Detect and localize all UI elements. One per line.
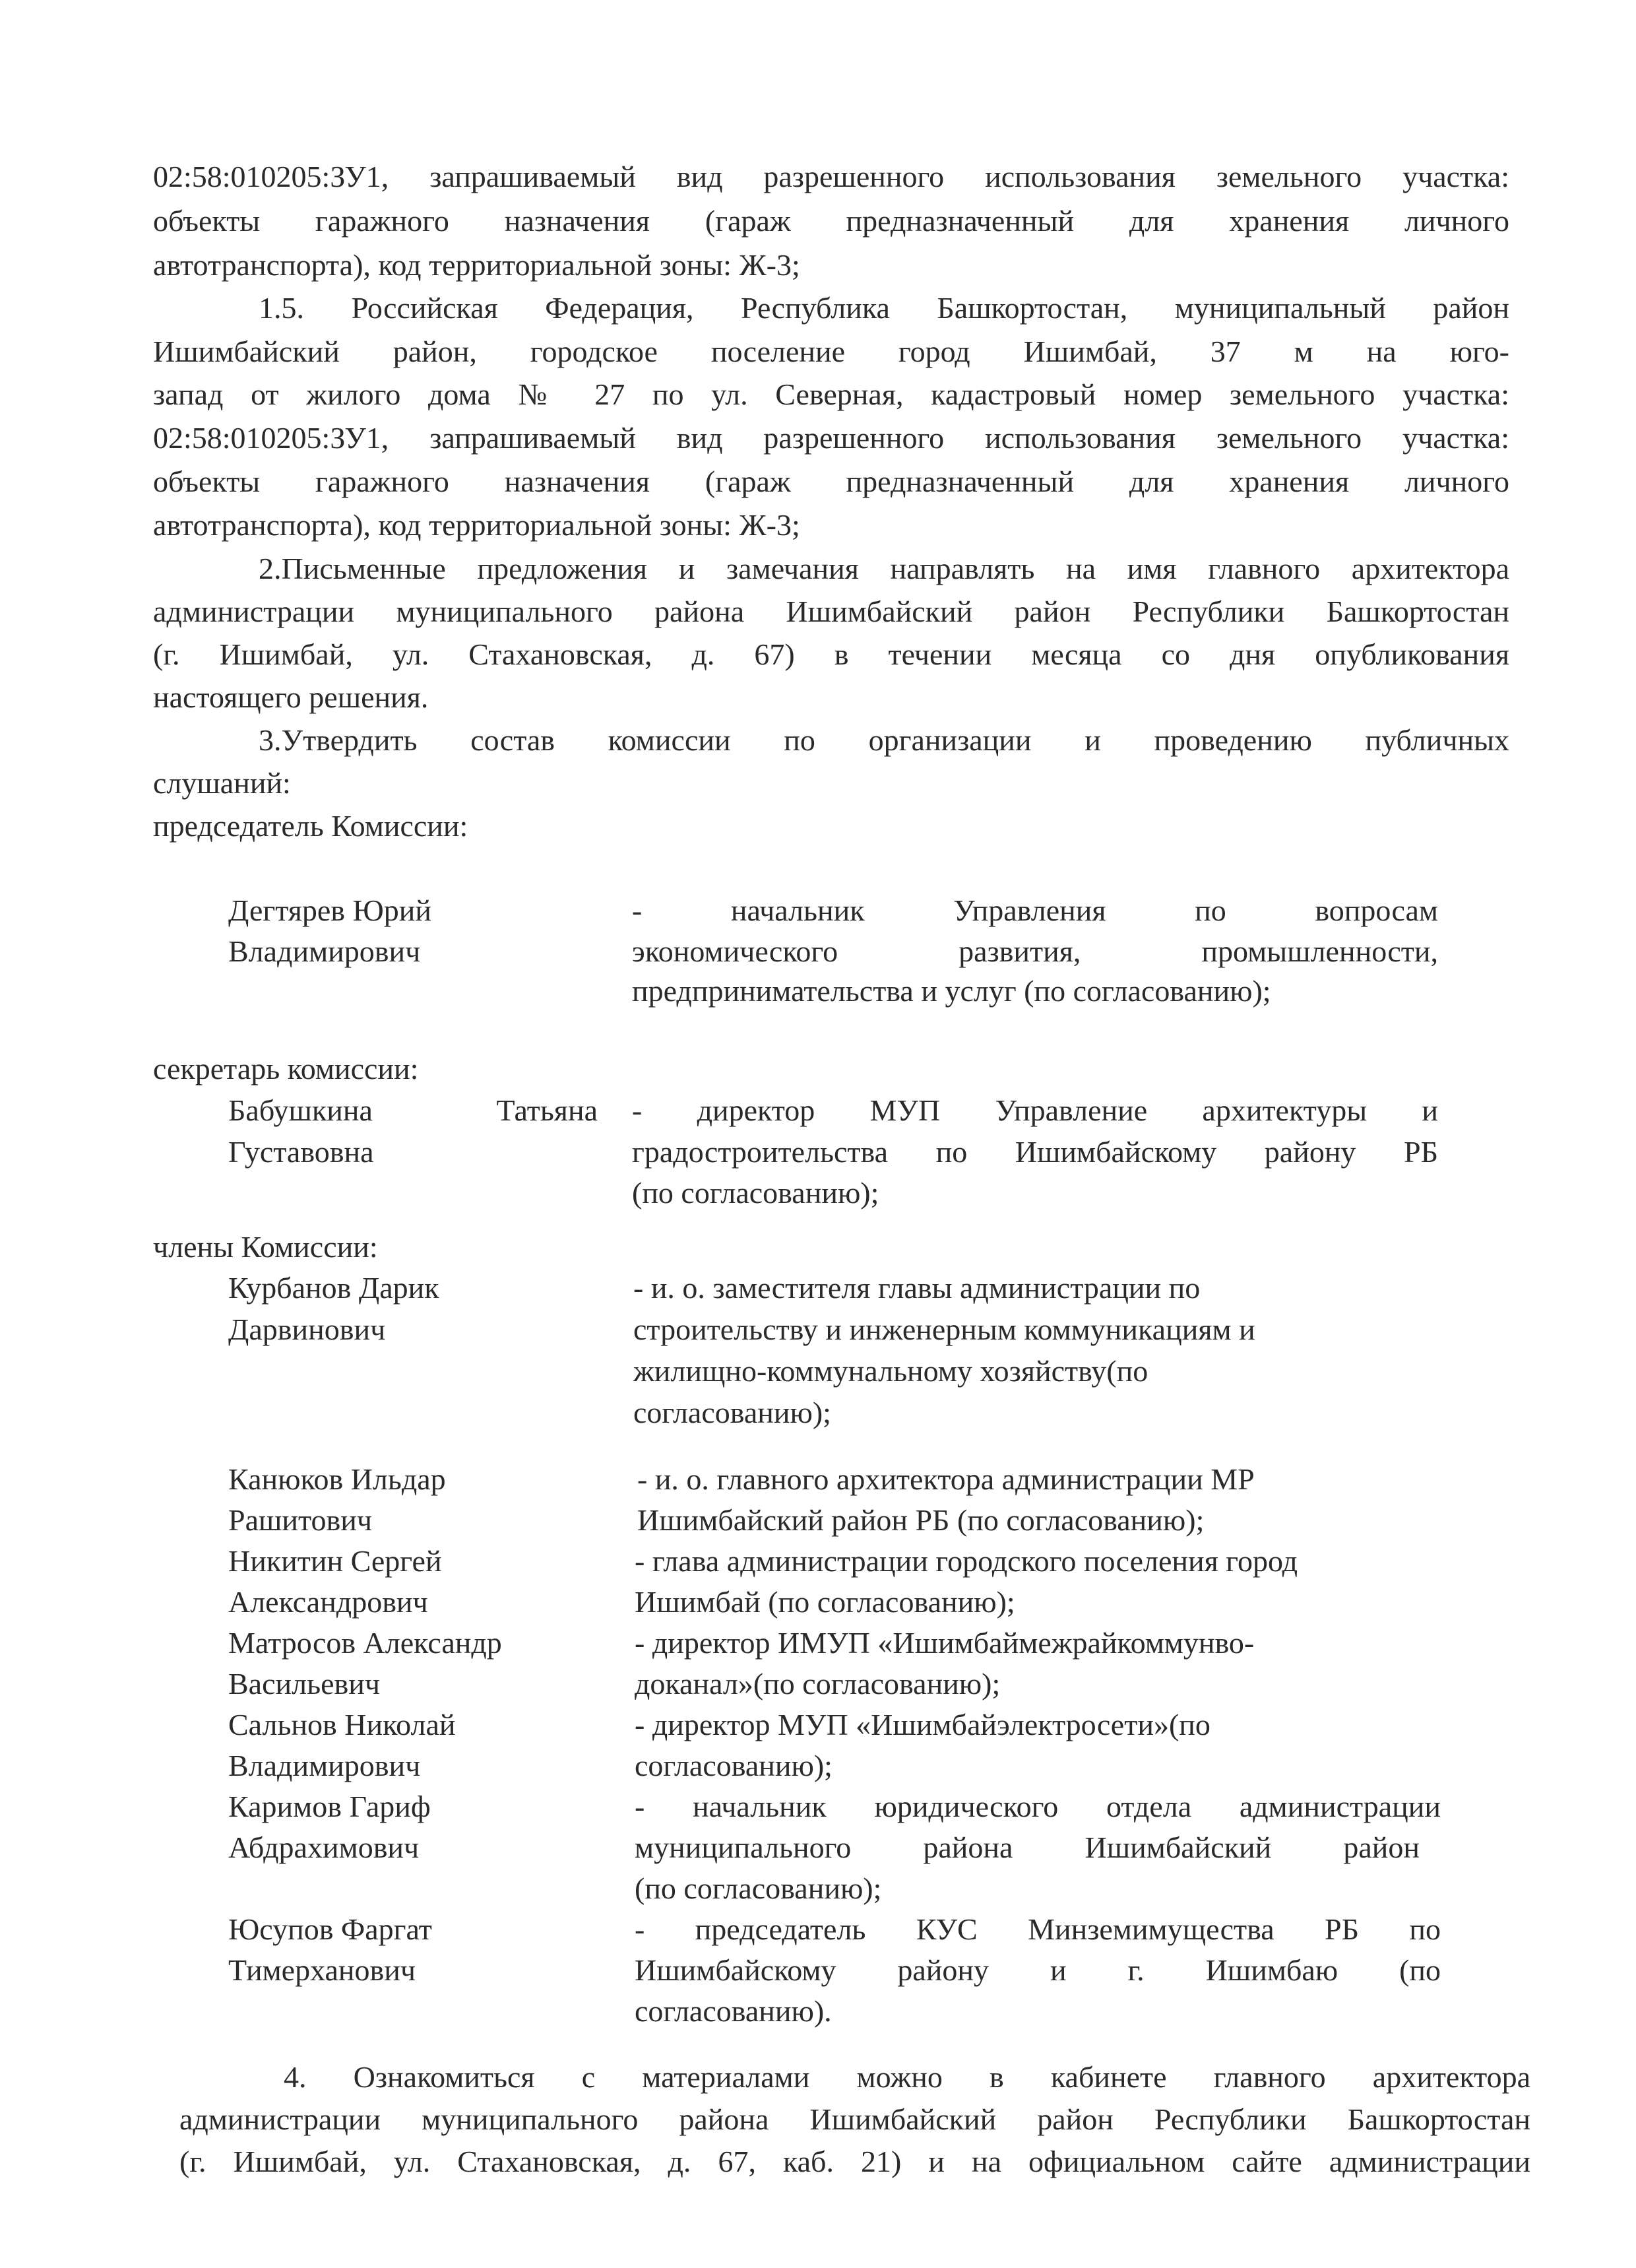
member-name: Каримов Гариф bbox=[228, 1790, 431, 1823]
member-name: Рашитович bbox=[228, 1503, 373, 1537]
text-line: слушаний: bbox=[153, 766, 291, 800]
text-line: 02:58:010205:ЗУ1, запрашиваемый вид разрешенного использования земельного участка: bbox=[153, 421, 1509, 455]
member-role: муниципального района Ишимбайский район bbox=[635, 1831, 1420, 1864]
member-role: строительству и инженерным коммуникациям и bbox=[633, 1312, 1255, 1346]
member-role: согласованию). bbox=[635, 1994, 832, 2028]
member-role: согласованию); bbox=[635, 1749, 833, 1782]
member-role: доканал»(по согласованию); bbox=[635, 1667, 1001, 1701]
member-name: Густавовна bbox=[228, 1135, 374, 1169]
member-role: Ишимбайскому району и г. Ишимбаю (по bbox=[635, 1953, 1441, 1987]
member-name: Сальнов Николай bbox=[228, 1708, 456, 1741]
member-role: - и. о. заместителя главы администрации по bbox=[633, 1271, 1201, 1305]
text-line: администрации муниципального района Ишимбайский район Республики Башкортостан bbox=[179, 2102, 1530, 2136]
member-name: Никитин Сергей bbox=[228, 1544, 442, 1578]
member-role: предпринимательства и услуг (по согласованию); bbox=[632, 974, 1271, 1008]
member-name: Канюков Ильдар bbox=[228, 1462, 446, 1496]
member-name: Курбанов Дарик bbox=[228, 1271, 439, 1305]
text-line: (г. Ишимбай, ул. Стахановская, д. 67) в течении месяца со дня опубликования bbox=[153, 637, 1509, 671]
secretary-label: секретарь комиссии: bbox=[153, 1052, 419, 1085]
item-3-line: 3.Утвердить состав комиссии по организации и проведению публичных bbox=[259, 723, 1509, 757]
member-name: Юсупов Фаргат bbox=[228, 1912, 432, 1946]
text-line: Ишимбайский район, городское поселение город Ишимбай, 37 м на юго- bbox=[153, 335, 1509, 368]
text-line: (г. Ишимбай, ул. Стахановская, д. 67, каб. 21) и на официальном сайте администрации bbox=[179, 2145, 1530, 2178]
item-1-5-line: 1.5. Российская Федерация, Республика Башкортостан, муниципальный район bbox=[259, 291, 1509, 325]
text-line: администрации муниципального района Ишимбайский район Республики Башкортостан bbox=[153, 595, 1509, 628]
item-2-line: 2.Письменные предложения и замечания направлять на имя главного архитектора bbox=[259, 552, 1509, 585]
text-line: автотранспорта), код территориальной зоны: Ж-3; bbox=[153, 248, 800, 282]
member-name: Васильевич bbox=[228, 1667, 380, 1701]
member-role: - директор МУП «Ишимбайэлектросети»(по bbox=[635, 1708, 1211, 1741]
text-line: настоящего решения. bbox=[153, 680, 429, 714]
member-role: - директор ИМУП «Ишимбаймежрайкоммунво- bbox=[635, 1626, 1255, 1660]
member-role: - директор МУП Управление архитектуры и bbox=[632, 1093, 1438, 1127]
member-role: Ишимбайский район РБ (по согласованию); bbox=[637, 1503, 1205, 1537]
member-name: Дегтярев Юрий bbox=[228, 893, 432, 927]
member-name: Тимерханович bbox=[228, 1953, 416, 1987]
members-label: члены Комиссии: bbox=[153, 1230, 378, 1264]
member-role: экономического развития, промышленности, bbox=[632, 934, 1438, 968]
member-name: Владимирович bbox=[228, 934, 421, 968]
chair-label: председатель Комиссии: bbox=[153, 809, 468, 843]
member-role: - начальник Управления по вопросам bbox=[632, 893, 1438, 927]
member-role: жилищно-коммунальному хозяйству(по bbox=[633, 1354, 1148, 1388]
member-name: Владимирович bbox=[228, 1749, 421, 1782]
text-line: запад от жилого дома № 27 по ул. Северная, кадастровый номер земельного участка: bbox=[153, 377, 1509, 411]
member-name: Александрович bbox=[228, 1585, 428, 1619]
text-line: объекты гаражного назначения (гараж предназначенный для хранения личного bbox=[153, 465, 1509, 498]
member-role: - начальник юридического отдела администрации bbox=[635, 1790, 1441, 1823]
member-role: (по согласованию); bbox=[635, 1871, 882, 1905]
text-line: объекты гаражного назначения (гараж предназначенный для хранения личного bbox=[153, 204, 1509, 238]
member-name: Матросов Александр bbox=[228, 1626, 502, 1660]
member-role: - глава администрации городского поселения город bbox=[635, 1544, 1298, 1578]
item-4-line: 4. Ознакомиться с материалами можно в кабинете главного архитектора bbox=[284, 2060, 1530, 2094]
member-role: - председатель КУС Минземимущества РБ по bbox=[635, 1912, 1441, 1946]
member-role: - и. о. главного архитектора администрации МР bbox=[637, 1462, 1255, 1496]
member-role: Ишимбай (по согласованию); bbox=[635, 1585, 1015, 1619]
member-role: градостроительства по Ишимбайскому району РБ bbox=[632, 1135, 1438, 1169]
member-name: Дарвинович bbox=[228, 1312, 386, 1346]
member-role: (по согласованию); bbox=[632, 1176, 879, 1210]
member-role: согласованию); bbox=[633, 1396, 831, 1429]
member-name: Абдрахимович bbox=[228, 1831, 420, 1864]
text-line: 02:58:010205:ЗУ1, запрашиваемый вид разрешенного использования земельного участка: bbox=[153, 160, 1509, 193]
text-line: автотранспорта), код территориальной зоны: Ж-3; bbox=[153, 508, 800, 542]
member-name: Бабушкина Татьяна bbox=[228, 1093, 598, 1127]
